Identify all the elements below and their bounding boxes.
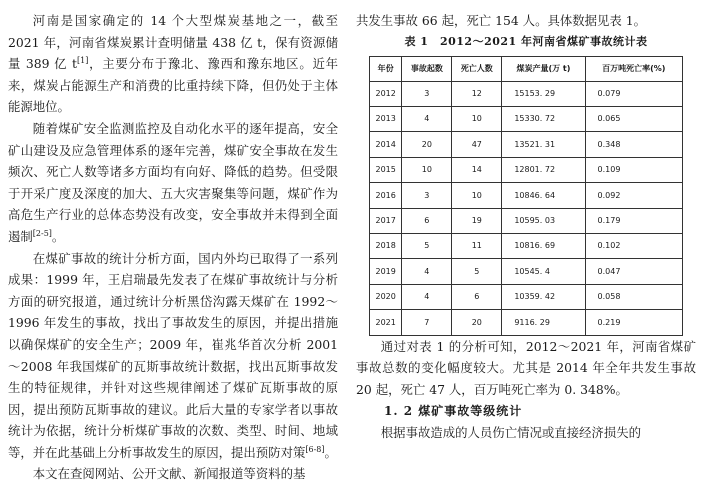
- table-row: [370, 106, 683, 131]
- table-cell: 0.102: [585, 233, 682, 258]
- table-cell: 4: [402, 106, 452, 131]
- table-header-cell: 事故起数: [402, 56, 452, 81]
- table-cell: 6: [452, 284, 502, 309]
- table-row: [370, 157, 683, 182]
- table-cell: 20: [452, 310, 502, 335]
- table-cell: 2015: [370, 157, 402, 182]
- table-cell: 0.058: [585, 284, 682, 309]
- table-cell: 10: [402, 157, 452, 182]
- paragraph-text: 。: [324, 444, 337, 460]
- table-cell: 2018: [370, 233, 402, 258]
- table-cell: 0.047: [585, 259, 682, 284]
- table-cell: 2019: [370, 259, 402, 284]
- paragraph-text: 河南是国家确定的 14 个大型煤炭基地之一，截至 2021 年，河南省煤炭累计查明储量 438 亿 t，保有资源储量 389 亿 t: [8, 13, 338, 72]
- table-header-cell: 死亡人数: [452, 56, 502, 81]
- table-cell: 2017: [370, 208, 402, 233]
- accident-statistics-table: [369, 56, 683, 336]
- table-cell: 6: [402, 208, 452, 233]
- table-row: [370, 183, 683, 208]
- paragraph-text: 随着煤矿安全监测监控及自动化水平的逐年提高，安全矿山建设及应急管理体系的逐年完善，煤矿安全事故在发生频次、死亡人数等诸多方面均有向好、降低的趋势。但受限于开采广度及深度的加大、五大灾害聚集等问题，煤矿作为高危生产行业的总体态势没有改变，安全事故并未得到全面遏制: [8, 120, 338, 244]
- table-row: [370, 310, 683, 335]
- table-cell: 10: [452, 183, 502, 208]
- table-cell: 5: [452, 259, 502, 284]
- table-cell: 3: [402, 81, 452, 106]
- table-intro-text: 共发生事故 66 起，死亡 154 人。具体数据见表 1。: [356, 13, 647, 28]
- right-column: [356, 10, 696, 444]
- table-header-cell: 百万吨死亡率(%): [585, 56, 682, 81]
- table-cell: 12: [452, 81, 502, 106]
- table-cell: 10545. 4: [502, 259, 585, 284]
- table-cell: 10816. 69: [502, 233, 585, 258]
- body-paragraph: [8, 10, 338, 118]
- table-header-row: [370, 56, 683, 81]
- table-cell: 7: [402, 310, 452, 335]
- section-heading: 1. 2 煤矿事故等级统计: [384, 404, 523, 419]
- paragraph-text: 。: [51, 228, 65, 244]
- table-row: [370, 81, 683, 106]
- table-cell: 10595. 03: [502, 208, 585, 233]
- left-column: [8, 10, 338, 485]
- table-cell: 4: [402, 284, 452, 309]
- table-cell: 0.092: [585, 183, 682, 208]
- table-cell: 2014: [370, 132, 402, 157]
- table-cell: 13521. 31: [502, 132, 585, 157]
- citation-reference: [2-5]: [32, 228, 52, 238]
- table-cell: 10: [452, 106, 502, 131]
- table-cell: 10846. 64: [502, 183, 585, 208]
- table-row: [370, 208, 683, 233]
- table-cell: 47: [452, 132, 502, 157]
- table-caption: 表 1 2012～2021 年河南省煤矿事故统计表: [404, 34, 648, 48]
- table-analysis-paragraph: 通过对表 1 的分析可知，2012～2021 年，河南省煤矿事故总数的变化幅度较大。尤其是 2014 年全年共发生事故 20 起，死亡 47 人，百万吨死亡率为 0. 348%。: [356, 338, 696, 397]
- table-cell: 0.079: [585, 81, 682, 106]
- table-cell: 2012: [370, 81, 402, 106]
- section-first-line: 根据事故造成的人员伤亡情况或直接经济损失的: [380, 425, 641, 441]
- body-paragraph: [8, 248, 338, 464]
- table-cell: 3: [402, 183, 452, 208]
- paragraph-text: 在煤矿事故的统计分析方面，国内外均已取得了一系列成果：1999 年，王启瑞最先发表了在煤矿事故统计与分析方面的研究报道，通过统计分析黑岱沟露天煤矿在 1992～1996 年发生的事故，找出了事故发生的原因，并提出措施以确保煤矿的安全生产；2009 年，崔兆华首次分析 2001～2008 年我国煤矿的瓦斯事故统计数据，找出瓦斯事故发生的特征规律，并针对这些规律阐述了煤矿瓦斯事故的原因，提出预防瓦斯事故的建议。此后大量的专家学者以事故统计为依据，统计分析煤矿事故的次数、类型、时间、地域等，并在此基础上分析事故发生的原因，提出预防对策: [8, 250, 338, 460]
- citation-reference: [6-8]: [305, 444, 325, 454]
- table-cell: 14: [452, 157, 502, 182]
- table-row: [370, 132, 683, 157]
- table-cell: 2013: [370, 106, 402, 131]
- table-cell: 19: [452, 208, 502, 233]
- table-cell: 4: [402, 259, 452, 284]
- table-cell: 15330. 72: [502, 106, 585, 131]
- citation-reference: [1]: [76, 56, 89, 66]
- table-cell: 2021: [370, 310, 402, 335]
- table-cell: 5: [402, 233, 452, 258]
- table-cell: 0.109: [585, 157, 682, 182]
- table-header-cell: 煤炭产量(万 t): [502, 56, 585, 81]
- table-cell: 0.348: [585, 132, 682, 157]
- paragraph-text: ，主要分布于豫北、豫西和豫东地区。近年来，煤炭占能源生产和消费的比重持续下降，但仍处于主体能源地位。: [8, 56, 338, 115]
- table-row: [370, 233, 683, 258]
- table-cell: 0.065: [585, 106, 682, 131]
- paragraph-text: 本文在查阅网站、公开文献、新闻报道等资料的基: [32, 466, 306, 482]
- table-cell: 0.219: [585, 310, 682, 335]
- table-cell: 11: [452, 233, 502, 258]
- table-header-cell: 年份: [370, 56, 402, 81]
- body-paragraph: [8, 463, 338, 485]
- table-cell: 15153. 29: [502, 81, 585, 106]
- table-row: [370, 284, 683, 309]
- body-paragraph: [8, 118, 338, 248]
- table-cell: 9116. 29: [502, 310, 585, 335]
- table-cell: 10359. 42: [502, 284, 585, 309]
- table-cell: 12801. 72: [502, 157, 585, 182]
- table-cell: 2020: [370, 284, 402, 309]
- table-cell: 0.179: [585, 208, 682, 233]
- table-row: [370, 259, 683, 284]
- table-cell: 20: [402, 132, 452, 157]
- table-body: [370, 81, 683, 335]
- table-cell: 2016: [370, 183, 402, 208]
